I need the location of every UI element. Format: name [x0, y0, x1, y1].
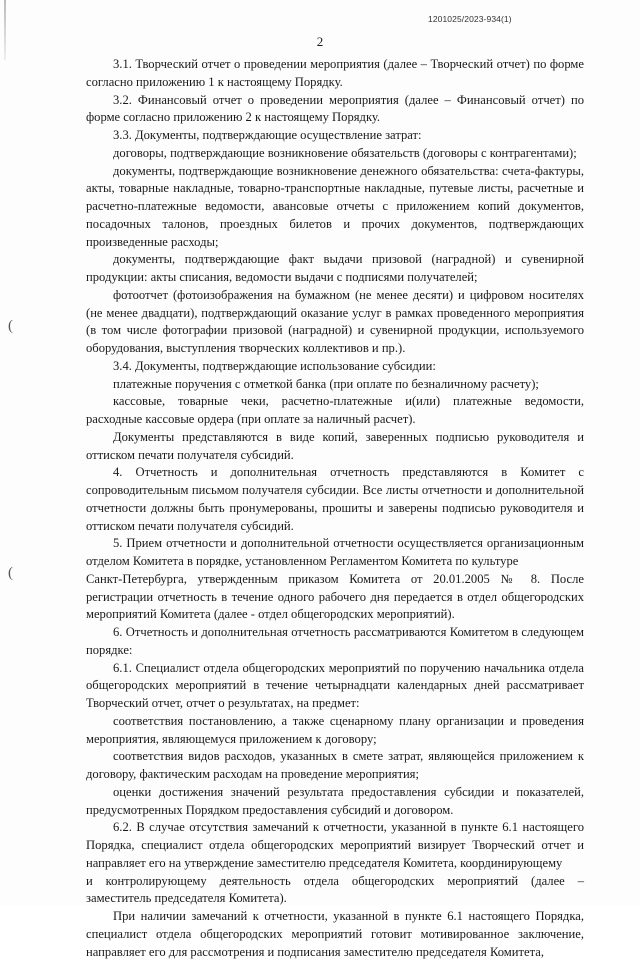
margin-punch-mark: ( [8, 565, 13, 581]
paragraph: и контролирующему деятельность отдела общегородских мероприятий (далее – заместитель председателя Комитета). [86, 873, 584, 906]
paragraph: Санкт-Петербурга, утвержденным приказом Комитета от 20.01.2005 № 8. После регистрации отчетность в течение одного рабочего дня передается в отдел общегородских мероприятий Комитета (далее - отдел общегородских мероприятий). [86, 571, 584, 622]
paragraph: 3.1. Творческий отчет о проведении мероприятия (далее – Творческий отчет) по форме согласно приложению 1 к настоящему Порядку. [86, 57, 584, 89]
paragraph: 6.1. Специалист отдела общегородских мероприятий по поручению начальника отдела общегородских мероприятий в течение четырнадцати календарных дней рассматривает Творческий отчет, отчет о результатах, на предмет: [86, 660, 584, 710]
paragraph: 6.2. В случае отсутствия замечаний к отчетности, указанной в пункте 6.1 настоящего Порядка, специалист отдела общегородских мероприятий визирует Творческий отчет и направляет его на утверждение заместителю председателя Комитета, координирующему [86, 820, 584, 870]
paragraph: 3.4. Документы, подтверждающие использование субсидии: [113, 358, 436, 373]
paragraph: договоры, подтверждающие возникновение обязательств (договоры с контрагентами); [113, 145, 577, 160]
document-body [86, 56, 584, 961]
paragraph: документы, подтверждающие возникновение денежного обязательства: счета-фактуры, акты, товарные накладные, товарно-транспортные накладные, путевые листы, расчетные и расчетно-платежные ведомости, авансовые отчеты с приложением копий документов, посадочных талонов, проездных билетов и прочих документов, подтверждающих произведенные расходы; [86, 163, 584, 249]
paragraph: документы, подтверждающие факт выдачи призовой (наградной) и сувенирной продукции: акты списания, ведомости выдачи с подписями получателей; [86, 252, 584, 284]
paragraph: соответствия видов расходов, указанных в смете затрат, являющейся приложением к договору, фактическим расходам на проведение мероприятия; [86, 749, 584, 781]
page-number: 2 [316, 34, 324, 49]
paragraph: кассовые, товарные чеки, расчетно-платежные и(или) платежные ведомости, расходные кассовые ордера (при оплате за наличный расчет). [86, 394, 584, 426]
document-number-stamp: 1201025/2023-934(1) [428, 14, 512, 24]
paragraph: 3.3. Документы, подтверждающие осуществление затрат: [113, 128, 422, 142]
paragraph: 6. Отчетность и дополнительная отчетность рассматриваются Комитетом в следующем порядке: [86, 625, 584, 657]
paragraph: 4. Отчетность и дополнительная отчетность представляются в Комитет с сопроводительным письмом получателя субсидии. Все листы отчетности и дополнительной отчетности должны быть пронумерованы, прошиты и заверены подписью руководителя и оттиском печати получателя субсидий. [86, 465, 584, 533]
paragraph: оценки достижения значений результата предоставления субсидии и показателей, предусмотренных Порядком предоставления субсидий и договором. [86, 784, 584, 817]
margin-punch-mark: ( [8, 318, 13, 334]
paragraph: 5. Прием отчетности и дополнительной отчетности осуществляется организационным отделом Комитета в порядке, установленном Регламентом Комитета по культуре [86, 536, 584, 568]
paragraph: При наличии замечаний к отчетности, указанной в пункте 6.1 настоящего Порядка, специалист отдела общегородских мероприятий готовит мотивированное заключение, направляет его для рассмотрения и подписания заместителю председателя Комитета, [86, 909, 584, 959]
paragraph: Документы представляются в виде копий, заверенных подписью руководителя и оттиском печати получателя субсидий. [86, 429, 584, 462]
paragraph: 3.2. Финансовый отчет о проведении мероприятия (далее – Финансовый отчет) по форме согласно приложению 2 к настоящему Порядку. [86, 92, 584, 125]
paragraph: фотоотчет (фотоизображения на бумажном (не менее десяти) и цифровом носителях (не менее двадцати), подтверждающий оказание услуг в рамках проведенного мероприятия (в том числе фотографии призовой (наградной) и сувенирной продукции, используемого оборудования, выступления творческих коллективов и пр.). [86, 287, 584, 355]
scan-edge-line [4, 0, 6, 60]
paragraph: платежные поручения с отметкой банка (при оплате по безналичному расчету); [113, 376, 539, 391]
paragraph: соответствия постановлению, а также сценарному плану организации и проведения мероприятия, являющемуся приложением к договору; [86, 713, 584, 746]
